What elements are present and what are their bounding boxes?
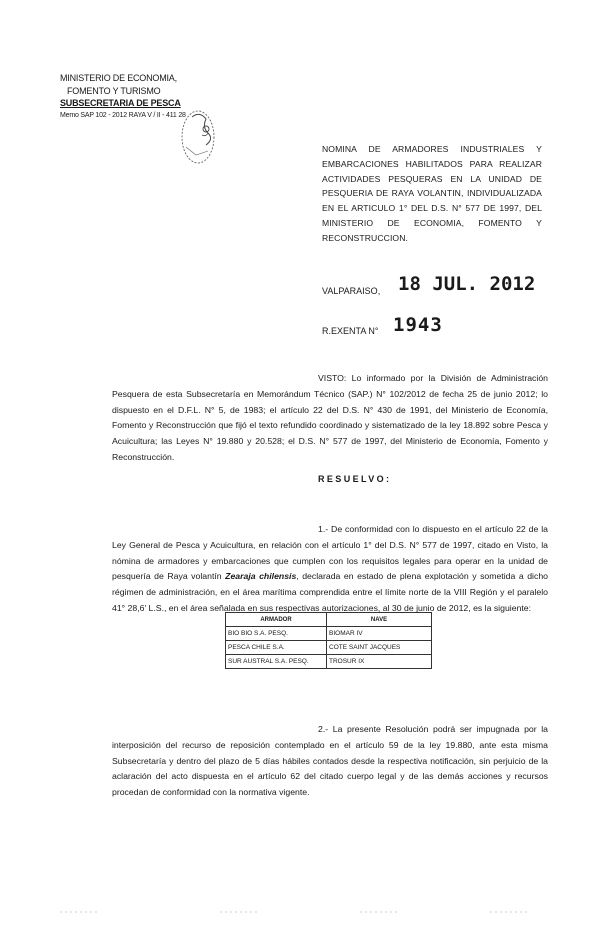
armador-cell: BIO BIO S.A. PESQ. — [226, 627, 327, 641]
subsecretaria-line: SUBSECRETARIA DE PESCA — [60, 98, 181, 108]
article-2-paragraph: 2.- La presente Resolución podrá ser impugnada por la interposición del recurso de reposición contemplado en el artículo 59 de la ley 19.880, ante esta misma Subsecretaría y dentro del plazo de 5 días hábiles contados desde la respectiva notificación, sin perjuicio de la aclaración del acto dispuesta en el artículo 62 del citado cuerpo legal y de las demás acciones y recursos procedan de conformidad con la normativa vigente. — [112, 724, 548, 798]
species-name: Zearaja chilensis — [225, 571, 297, 582]
table-row — [226, 627, 432, 641]
table-row — [226, 641, 432, 655]
place-label: VALPARAISO, — [322, 286, 381, 296]
ministry-line: MINISTERIO DE ECONOMIA, — [60, 73, 177, 83]
memo-reference: Memo SAP 102 - 2012 RAYA V / II - 411 28 — [60, 111, 186, 119]
table-row — [226, 655, 432, 669]
footer-marks — [60, 909, 540, 915]
nave-cell: COTE SAINT JACQUES — [327, 641, 432, 655]
resolution-label: R.EXENTA N° — [322, 326, 379, 336]
article-1-paragraph — [112, 522, 548, 617]
armador-cell: PESCA CHILE S.A. — [226, 641, 327, 655]
date-stamp: 18 JUL. 2012 — [398, 273, 536, 295]
article-1-text-b: , declarada en estado de plena explotación y sometida a dicho régimen de administración, en el área marítima comprendida entre el límite norte de la VIII Región y el paralelo 41° 28,6' L.S., en el área señalada en sus respectivas autorizaciones, al 30 de junio de 2012, es la siguiente: — [112, 571, 548, 613]
official-stamp-seal — [178, 95, 236, 170]
article-1-text-a: 1.- De conformidad con lo dispuesto en el artículo 22 de la Ley General de Pesca y Acuicultura, en relación con el artículo 1° del D.S. N° 577 de 1997, citado en Visto, la nómina de armadores y embarcaciones que cumplen con los requisitos legales para operar en la unidad de pesquería de Raya volantín — [112, 524, 548, 582]
table-header-row — [226, 613, 432, 627]
column-header-armador: ARMADOR — [226, 613, 327, 627]
ministry-line-2: FOMENTO Y TURISMO — [67, 85, 161, 96]
resuelvo-heading: RESUELVO: — [318, 474, 392, 484]
armador-cell: SUR AUSTRAL S.A. PESQ. — [226, 655, 327, 669]
armadores-table — [225, 612, 432, 669]
nave-cell: BIOMAR IV — [327, 627, 432, 641]
visto-paragraph: VISTO: Lo informado por la División de Administración Pesquera de esta Subsecretaría en Memorándum Técnico (SAP.) N° 102/2012 de fecha 25 de junio 2012; lo dispuesto en el D.F.L. N° 5, de 1983; el artículo 22 del D.S. N° 430 de 1991, del Ministerio de Economía, Fomento y Reconstrucción que fijó el texto refundido coordinado y sistematizado de la ley 18.892 sobre Pesca y Acuicultura; las Leyes N° 19.880 y 20.528; el D.S. N° 577 de 1997, del Ministerio de Economía, Fomento y Reconstrucción. — [112, 373, 548, 462]
column-header-nave: NAVE — [327, 613, 432, 627]
resolution-number: 1943 — [393, 314, 443, 336]
resolution-title: NOMINA DE ARMADORES INDUSTRIALES Y EMBARCACIONES HABILITADOS PARA REALIZAR ACTIVIDADES PESQUERAS EN LA UNIDAD DE PESQUERIA DE RAYA VOLANTIN, INDIVIDUALIZADA EN EL ARTICULO 1° DEL D.S. N° 577 DE 1997, DEL MINISTERIO DE ECONOMIA, FOMENTO Y RECONSTRUCCION. — [322, 144, 542, 243]
nave-cell: TROSUR IX — [327, 655, 432, 669]
